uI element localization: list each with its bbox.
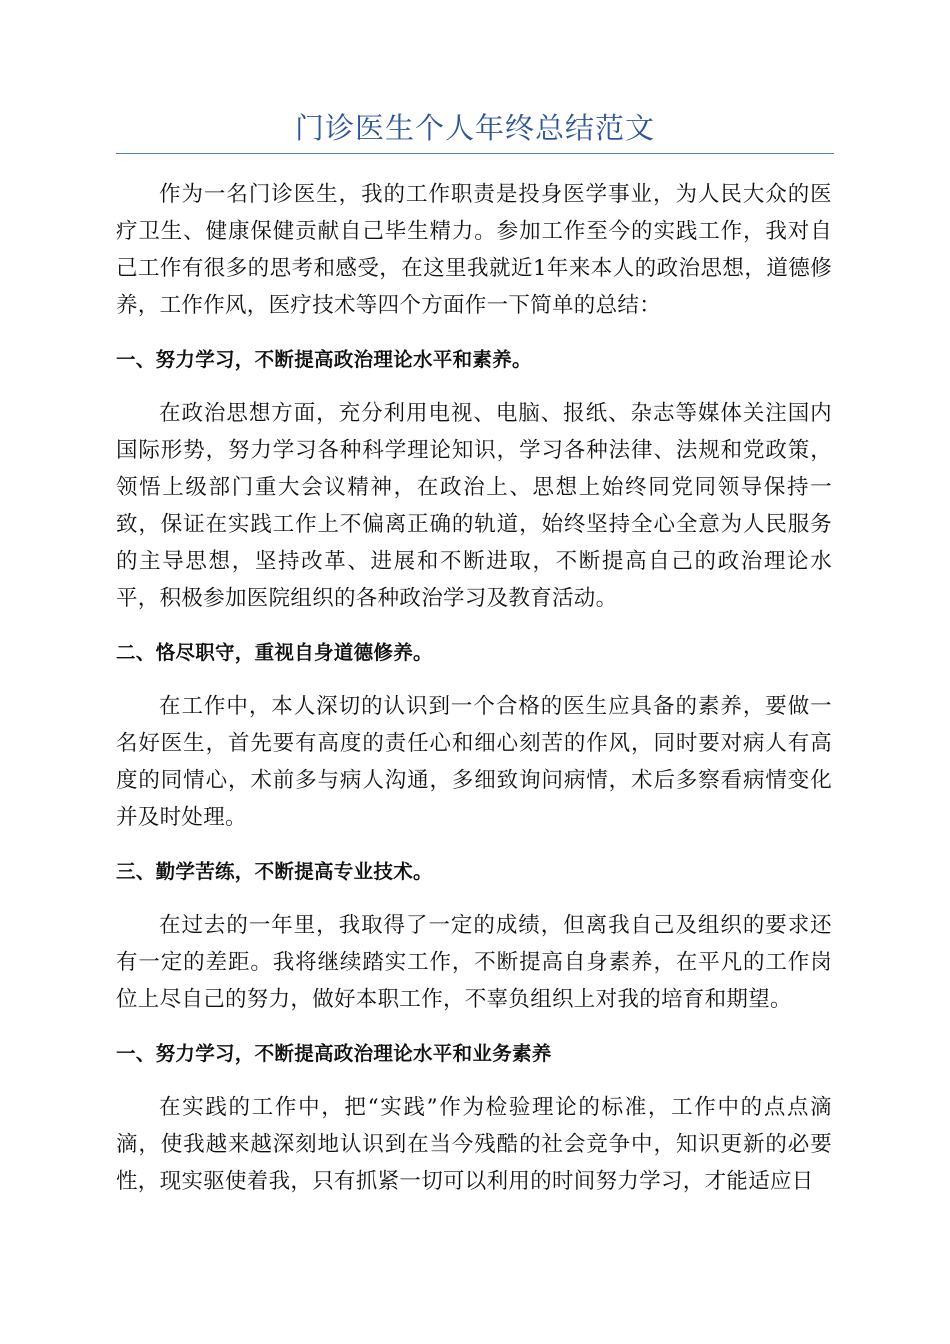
section-body-1: 在政治思想方面，充分利用电视、电脑、报纸、杂志等媒体关注国内国际形势，努力学习各种科学理论知识，学习各种法律、法规和党政策，领悟上级部门重大会议精神，在政治上、思想上始终同党同领导保持一致，保证在实践工作上不偏离正确的轨道，始终坚持全心全意为人民服务的主导思想，坚持改革、进展和不断进取，不断提高自己的政治理论水平，积极参加医院组织的各种政治学习及教育活动。 (116, 401, 832, 611)
section-body-2: 在工作中，本人深切的认识到一个合格的医生应具备的素养，要做一名好医生，首先要有高度的责任心和细心刻苦的作风，同时要对病人有高度的同情心，术前多与病人沟通，多细致询问病情，术后多察看病情变化并及时处理。 (116, 694, 832, 830)
section-body-4: 在实践的工作中，把“实践”作为检验理论的标准，工作中的点点滴滴，使我越来越深刻地认识到在当今残酷的社会竞争中，知识更新的必要性，现实驱使着我，只有抓紧一切可以利用的时间努力学习，才能适应日 (116, 1095, 832, 1194)
section-heading-2: 二、恪尽职守，重视自身道德修养。 (116, 641, 433, 664)
section-body-3: 在过去的一年里，我取得了一定的成绩，但离我自己及组织的要求还有一定的差距。我将继续踏实工作，不断提高自身素养，在平凡的工作岗位上尽自己的努力，做好本职工作，不辜负组织上对我的培育和期望。 (116, 913, 832, 1012)
intro-paragraph: 作为一名门诊医生，我的工作职责是投身医学事业，为人民大众的医疗卫生、健康保健贡献自己毕生精力。参加工作至今的实践工作，我对自己工作有很多的思考和感受，在这里我就近1年来本人的政治思想，道德修养，工作作风，医疗技术等四个方面作一下简单的总结： (116, 182, 832, 318)
section-heading-3: 三、勤学苦练，不断提高专业技术。 (116, 860, 433, 883)
title-underline (116, 153, 834, 154)
document-title: 门诊医生个人年终总结范文 (294, 111, 655, 145)
section-heading-1: 一、努力学习，不断提高政治理论水平和素养。 (116, 348, 532, 371)
section-heading-4: 一、努力学习，不断提高政治理论水平和业务素养 (116, 1042, 552, 1065)
document-body (116, 176, 832, 1217)
